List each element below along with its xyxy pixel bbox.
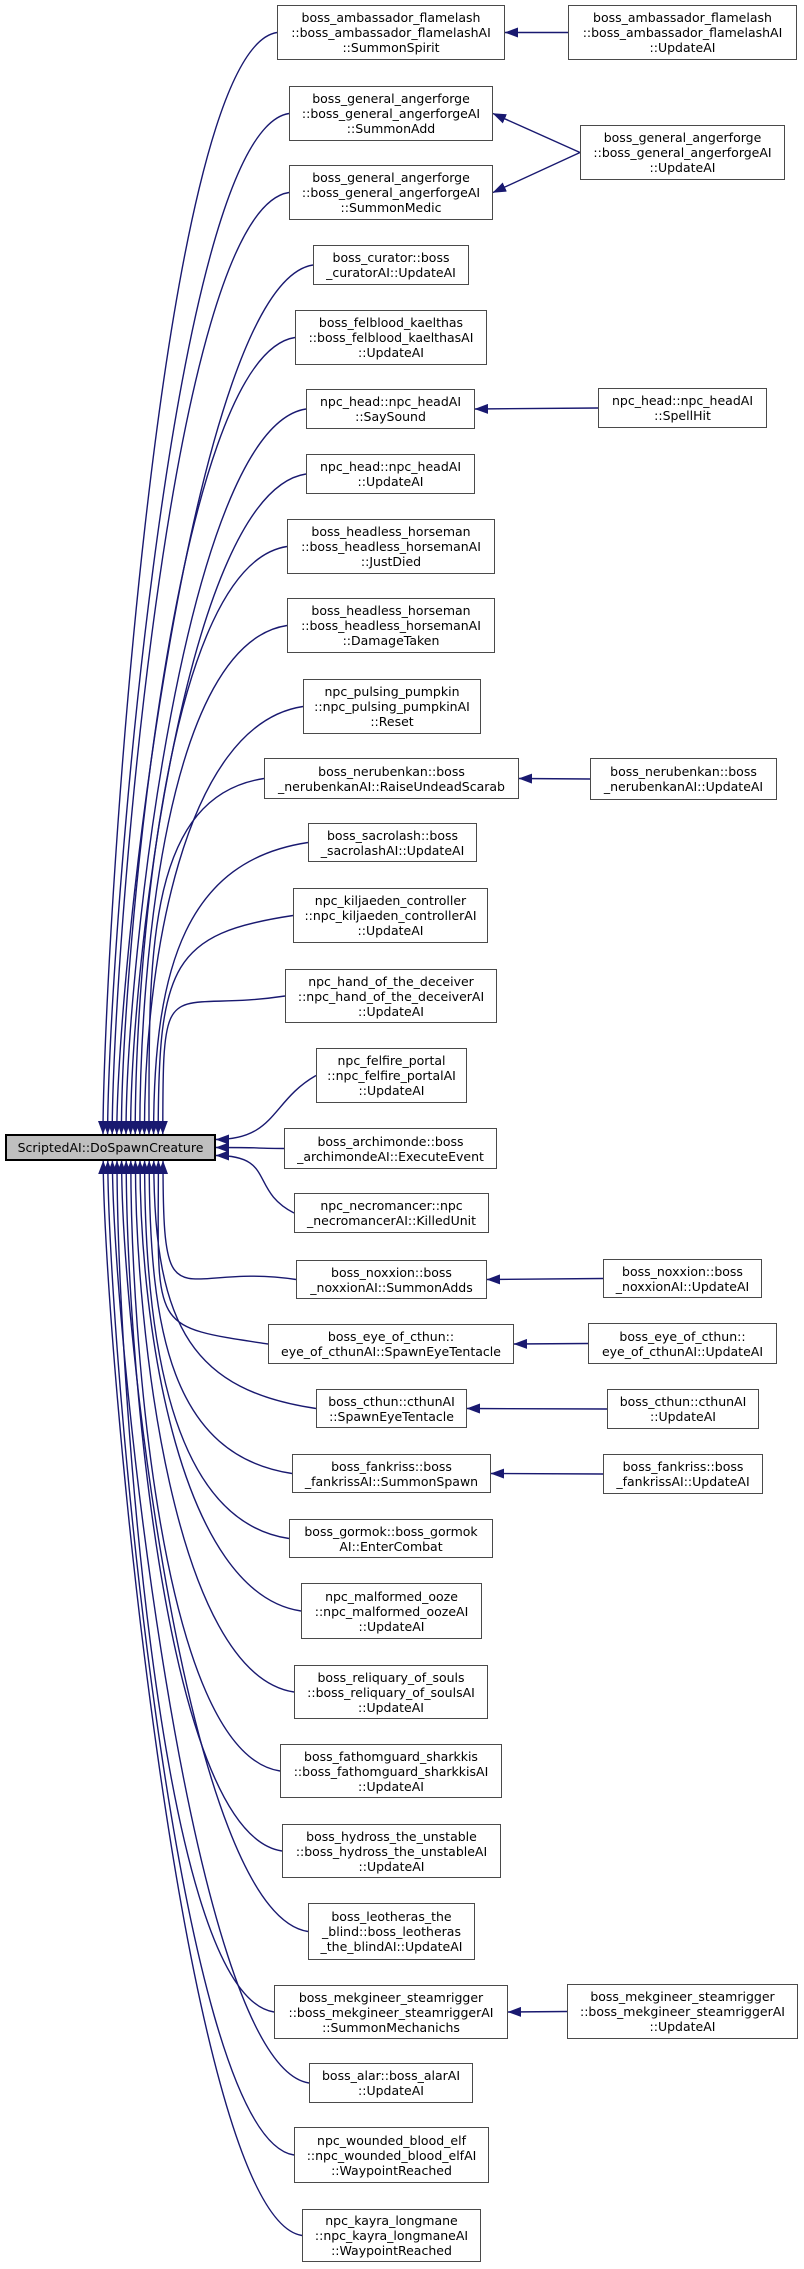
node-label-line: npc_head::npc_headAI bbox=[319, 394, 462, 409]
node-label-line: boss_reliquary_of_souls bbox=[317, 1669, 465, 1685]
node-angerforge-updateai[interactable] bbox=[580, 125, 785, 180]
node-label-line: ::UpdateAI bbox=[357, 923, 424, 938]
node-angerforge-summonmedic[interactable] bbox=[289, 165, 493, 220]
node-label-line: ::boss_general_angerforgeAI bbox=[301, 185, 481, 200]
node-label-line: boss_general_angerforge bbox=[312, 91, 470, 106]
edge-reliquary-of-souls-updateai-to-root bbox=[135, 1161, 294, 1692]
node-alar-updateai[interactable] bbox=[309, 2063, 473, 2103]
node-nerubenkan-updateai[interactable] bbox=[590, 758, 777, 800]
node-label-line: npc_pulsing_pumpkin bbox=[324, 684, 460, 699]
node-kayra-longmane-waypointreached[interactable] bbox=[302, 2209, 481, 2262]
node-label-line: boss_eye_of_cthun:: bbox=[327, 1329, 455, 1344]
node-head-updateai[interactable] bbox=[306, 454, 475, 494]
node-label-line: ::SummonMechanichs bbox=[322, 2019, 460, 2035]
node-felblood-kaelthas-updateai[interactable] bbox=[295, 310, 487, 365]
node-label-line: ::UpdateAI bbox=[649, 160, 716, 175]
edge-head-updateai-to-root bbox=[131, 474, 306, 1134]
edge-headless-horseman-damagetaken-to-root bbox=[140, 626, 287, 1135]
node-hydross-the-unstable-updateai[interactable] bbox=[282, 1824, 501, 1878]
node-label-line: _noxxionAI::SummonAdds bbox=[310, 1279, 473, 1295]
edge-noxxion-summonadds-to-root bbox=[163, 1161, 296, 1280]
node-cthun-updateai[interactable] bbox=[607, 1389, 759, 1429]
node-label-line: ::boss_fathomguard_sharkkisAI bbox=[293, 1763, 489, 1779]
node-mekgineer-updateai[interactable] bbox=[567, 1984, 798, 2039]
node-label-line: boss_noxxion::boss bbox=[622, 1263, 743, 1279]
node-label-line: ::npc_pulsing_pumpkinAI bbox=[314, 699, 470, 714]
node-label-line: ::UpdateAI bbox=[649, 40, 716, 55]
edge-angerforge-updateai-to-angerforge-summonadd bbox=[493, 114, 580, 153]
node-label-line: boss_curator::boss bbox=[332, 250, 450, 265]
node-fankriss-summonspawn[interactable] bbox=[292, 1454, 491, 1493]
edge-cthun-spawneyetentacle-to-root bbox=[154, 1161, 316, 1409]
node-label-line: ::boss_reliquary_of_soulsAI bbox=[307, 1684, 475, 1700]
node-label-line: _fankrissAI::SummonSpawn bbox=[304, 1473, 479, 1489]
node-wounded-blood-elf-waypointreached[interactable] bbox=[294, 2127, 489, 2183]
edge-hand-of-the-deceiver-updateai-to-root bbox=[163, 996, 285, 1134]
node-malformed-ooze-updateai[interactable] bbox=[301, 1583, 482, 1639]
node-label-line: ::boss_ambassador_flamelashAI bbox=[291, 25, 491, 40]
node-hand-of-the-deceiver-updateai[interactable] bbox=[285, 969, 497, 1023]
node-label-line: ::Reset bbox=[370, 714, 414, 729]
node-label-line: boss_fankriss::boss bbox=[331, 1458, 452, 1474]
node-head-saysound[interactable] bbox=[306, 389, 475, 429]
node-label-line: ::SaySound bbox=[355, 409, 426, 424]
node-label-line: boss_headless_horseman bbox=[311, 603, 471, 618]
node-label-line: boss_fathomguard_sharkkis bbox=[304, 1748, 478, 1764]
node-eye-of-cthun-updateai[interactable] bbox=[588, 1323, 777, 1364]
edge-noxxion-updateai-to-noxxion-summonadds bbox=[487, 1279, 603, 1280]
node-label-line: ::boss_headless_horsemanAI bbox=[301, 618, 481, 633]
edge-head-spellhit-to-head-saysound bbox=[475, 408, 598, 409]
node-sacrolash-updateai[interactable] bbox=[308, 823, 477, 862]
node-flamelash-updateai[interactable] bbox=[568, 5, 797, 60]
node-label-line: ::SummonSpirit bbox=[342, 40, 440, 55]
node-label-line: boss_nerubenkan::boss bbox=[318, 763, 465, 779]
node-label-line: ::UpdateAI bbox=[358, 1618, 425, 1634]
node-label-line: boss_general_angerforge bbox=[312, 170, 470, 185]
edge-archimonde-executeevent-to-root bbox=[216, 1148, 284, 1149]
node-headless-horseman-justdied[interactable] bbox=[287, 519, 495, 574]
node-label-line: ::boss_hydross_the_unstableAI bbox=[295, 1843, 488, 1859]
node-fathomguard-sharkkis-updateai[interactable] bbox=[280, 1744, 502, 1798]
edge-cthun-updateai-to-cthun-spawneyetentacle bbox=[467, 1409, 607, 1410]
node-label-line: npc_wounded_blood_elf bbox=[317, 2132, 466, 2148]
edge-eye-of-cthun-spawneyetentacle-to-root bbox=[158, 1161, 268, 1344]
node-label-line: npc_felfire_portal bbox=[337, 1053, 446, 1068]
node-label-line: ::UpdateAI bbox=[650, 1409, 716, 1424]
node-label-line: boss_mekgineer_steamrigger bbox=[590, 1989, 775, 2004]
node-label-line: ::JustDied bbox=[360, 554, 422, 569]
node-label-line: boss_archimonde::boss bbox=[317, 1133, 464, 1149]
node-label-line: ::npc_hand_of_the_deceiverAI bbox=[297, 988, 485, 1004]
node-label-line: ::boss_mekgineer_steamriggerAI bbox=[288, 2004, 494, 2020]
node-label-line: _archimondeAI::ExecuteEvent bbox=[297, 1148, 484, 1164]
node-label-line: boss_cthun::cthunAI bbox=[619, 1394, 747, 1409]
node-label-line: ::SummonMedic bbox=[340, 200, 442, 215]
node-label-line: ::UpdateAI bbox=[358, 1778, 424, 1794]
edge-nerubenkan-updateai-to-nerubenkan-raiseundeadscarab bbox=[519, 779, 590, 780]
node-label-line: AI::EnterCombat bbox=[339, 1538, 443, 1554]
node-label-line: ::WaypointReached bbox=[331, 2162, 452, 2178]
node-label-line: ::UpdateAI bbox=[358, 2083, 424, 2098]
edge-angerforge-updateai-to-angerforge-summonmedic bbox=[493, 153, 580, 193]
edge-eye-of-cthun-updateai-to-eye-of-cthun-spawneyetentacle bbox=[514, 1344, 588, 1345]
node-label-line: _necromancerAI::KilledUnit bbox=[306, 1213, 477, 1228]
edge-necromancer-killedunit-to-root bbox=[216, 1156, 294, 1214]
node-label-line: ::boss_headless_horsemanAI bbox=[301, 539, 481, 554]
node-reliquary-of-souls-updateai[interactable] bbox=[294, 1665, 488, 1719]
node-label-line: ::UpdateAI bbox=[358, 1858, 425, 1874]
node-label-line: eye_of_cthunAI::UpdateAI bbox=[601, 1343, 764, 1359]
node-label-line: ::boss_general_angerforgeAI bbox=[593, 145, 772, 160]
node-label-line: _sacrolashAI::UpdateAI bbox=[320, 842, 465, 858]
node-label-line: ::SpellHit bbox=[654, 408, 711, 423]
node-label-line: boss_ambassador_flamelash bbox=[593, 10, 772, 25]
node-label-line: ::SummonAdd bbox=[346, 121, 436, 136]
node-label-line: ::npc_kiljaeden_controllerAI bbox=[304, 908, 477, 923]
node-gormok-entercombat[interactable] bbox=[289, 1519, 493, 1558]
edge-fathomguard-sharkkis-updateai-to-root bbox=[131, 1161, 280, 1771]
node-label-line: boss_sacrolash::boss bbox=[326, 827, 458, 843]
node-label-line: _noxxionAI::UpdateAI bbox=[615, 1278, 750, 1294]
node-label-line: boss_leotheras_the bbox=[331, 1909, 452, 1924]
node-leotheras-the-blind-updateai[interactable] bbox=[308, 1903, 475, 1960]
node-label-line: ::DamageTaken bbox=[342, 633, 440, 648]
node-label-line: npc_kayra_longmane bbox=[325, 2213, 458, 2228]
node-headless-horseman-damagetaken[interactable] bbox=[287, 598, 495, 653]
edge-curator-updateai-to-root bbox=[117, 265, 313, 1134]
node-label-line: eye_of_cthunAI::SpawnEyeTentacle bbox=[281, 1344, 501, 1359]
node-label-line: ::boss_ambassador_flamelashAI bbox=[582, 25, 783, 40]
node-angerforge-summonadd[interactable] bbox=[289, 86, 493, 141]
node-flamelash-summonspirit[interactable] bbox=[277, 5, 505, 60]
node-label-line: boss_noxxion::boss bbox=[331, 1264, 452, 1280]
node-label-line: npc_hand_of_the_deceiver bbox=[308, 973, 474, 989]
node-label-line: boss_mekgineer_steamrigger bbox=[298, 1989, 484, 2005]
node-noxxion-summonadds[interactable] bbox=[296, 1260, 487, 1299]
node-label-line: ::boss_general_angerforgeAI bbox=[301, 106, 481, 121]
node-label-line: ::npc_wounded_blood_elfAI bbox=[306, 2147, 477, 2163]
node-archimonde-executeevent[interactable] bbox=[284, 1128, 497, 1169]
node-label-line: ::boss_mekgineer_steamriggerAI bbox=[580, 2004, 785, 2019]
node-scriptedai-dospawncreature[interactable] bbox=[5, 1134, 216, 1161]
node-label-line: boss_headless_horseman bbox=[311, 524, 471, 539]
node-necromancer-killedunit[interactable] bbox=[294, 1193, 489, 1233]
node-label-line: boss_cthun::cthunAI bbox=[328, 1393, 455, 1409]
node-nerubenkan-raiseundeadscarab[interactable] bbox=[264, 758, 519, 799]
node-eye-of-cthun-spawneyetentacle[interactable] bbox=[268, 1324, 514, 1364]
node-label-line: npc_head::npc_headAI bbox=[319, 459, 462, 474]
node-label-line: boss_alar::boss_alarAI bbox=[321, 2068, 461, 2083]
edge-fankriss-updateai-to-fankriss-summonspawn bbox=[491, 1474, 603, 1475]
node-label-line: boss_general_angerforge bbox=[603, 130, 762, 145]
node-label-line: ::boss_felblood_kaelthasAI bbox=[308, 330, 474, 345]
node-label-line: ::UpdateAI bbox=[358, 1083, 425, 1098]
node-label-line: _nerubenkanAI::UpdateAI bbox=[603, 779, 764, 794]
node-head-spellhit[interactable] bbox=[598, 388, 767, 428]
node-label-line: ::UpdateAI bbox=[358, 1699, 424, 1715]
node-label-line: boss_hydross_the_unstable bbox=[306, 1828, 477, 1844]
node-noxxion-updateai[interactable] bbox=[603, 1259, 762, 1298]
node-label-line: ::UpdateAI bbox=[358, 1003, 424, 1019]
node-label-line: ::UpdateAI bbox=[357, 474, 424, 489]
node-kiljaeden-controller-updateai[interactable] bbox=[293, 888, 488, 943]
node-curator-updateai[interactable] bbox=[313, 245, 469, 285]
node-label-line: ::npc_kayra_longmaneAI bbox=[314, 2228, 469, 2243]
node-fankriss-updateai[interactable] bbox=[603, 1454, 763, 1494]
node-label-line: boss_ambassador_flamelash bbox=[301, 10, 481, 25]
node-label-line: boss_nerubenkan::boss bbox=[610, 764, 757, 779]
node-mekgineer-summonmechanichs[interactable] bbox=[274, 1985, 508, 2039]
node-label-line: _curatorAI::UpdateAI bbox=[326, 265, 456, 280]
node-label-line: ScriptedAI::DoSpawnCreature bbox=[17, 1140, 204, 1155]
node-label-line: ::UpdateAI bbox=[358, 345, 424, 360]
node-label-line: _fankrissAI::UpdateAI bbox=[616, 1474, 750, 1489]
node-cthun-spawneyetentacle[interactable] bbox=[316, 1389, 467, 1428]
node-label-line: npc_head::npc_headAI bbox=[611, 393, 754, 408]
node-label-line: boss_gormok::boss_gormok bbox=[304, 1523, 478, 1539]
node-label-line: npc_kiljaeden_controller bbox=[314, 893, 467, 908]
node-label-line: _the_blindAI::UpdateAI bbox=[320, 1939, 463, 1954]
node-label-line: npc_necromancer::npc bbox=[320, 1198, 463, 1213]
node-label-line: _nerubenkanAI::RaiseUndeadScarab bbox=[278, 778, 505, 794]
edge-hydross-the-unstable-updateai-to-root bbox=[126, 1161, 282, 1851]
node-label-line: boss_felblood_kaelthas bbox=[318, 315, 464, 330]
edge-mekgineer-updateai-to-mekgineer-summonmechanichs bbox=[508, 2012, 567, 2013]
node-label-line: boss_eye_of_cthun:: bbox=[619, 1328, 746, 1344]
node-label-line: npc_malformed_ooze bbox=[325, 1588, 458, 1604]
edge-felblood-kaelthas-updateai-to-root bbox=[121, 338, 295, 1135]
node-label-line: ::WaypointReached bbox=[331, 2243, 452, 2258]
node-label-line: ::SpawnEyeTentacle bbox=[329, 1408, 454, 1424]
node-felfire-portal-updateai[interactable] bbox=[316, 1048, 467, 1103]
node-pulsing-pumpkin-reset[interactable] bbox=[303, 679, 481, 734]
node-label-line: _blind::boss_leotheras bbox=[322, 1924, 461, 1939]
node-label-line: ::npc_malformed_oozeAI bbox=[314, 1603, 469, 1619]
node-label-line: boss_fankriss::boss bbox=[622, 1459, 744, 1474]
node-label-line: ::UpdateAI bbox=[649, 2019, 716, 2034]
node-label-line: ::npc_felfire_portalAI bbox=[327, 1068, 456, 1083]
